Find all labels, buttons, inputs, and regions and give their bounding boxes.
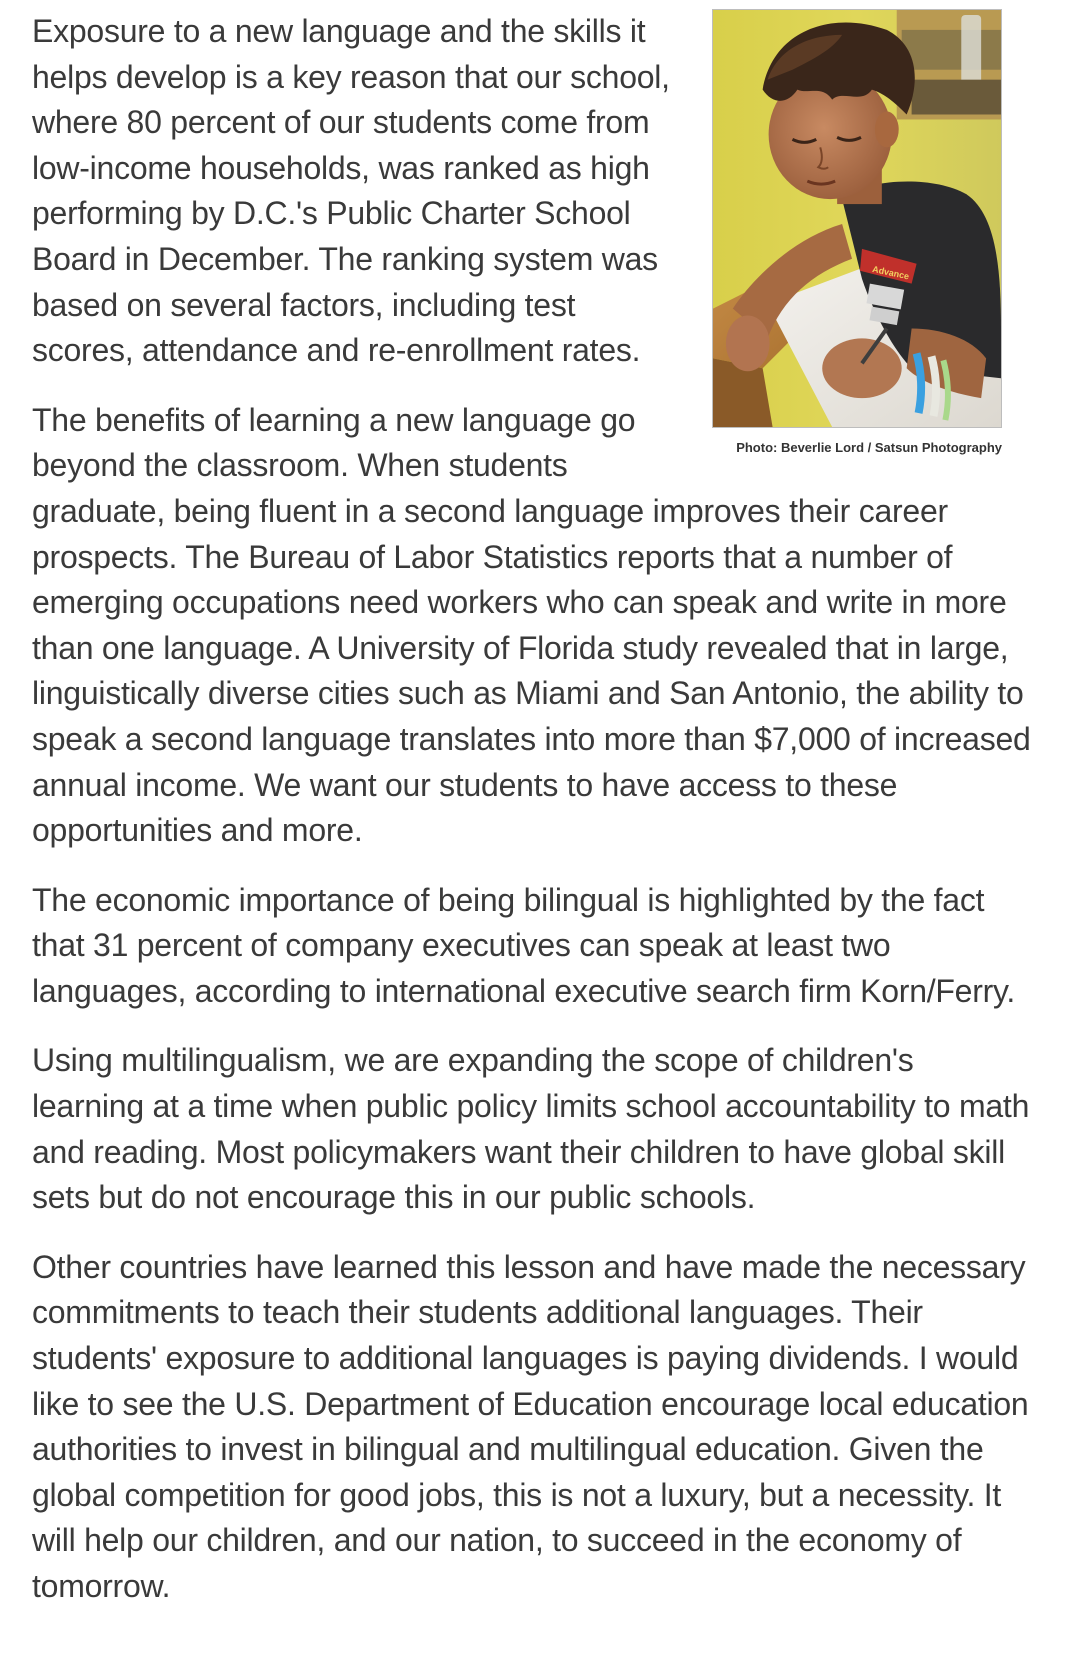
article-paragraph-5: Other countries have learned this lesson and have made the necessary commitments to teach their students additional languages. Their students' exposure to additional languages is paying dividends. I would like to see the U.S. Department of Education encourage local education authorities to invest in bilingual and multilingual education. Given the global competition for good jobs, this is not a luxury, but a necessity. It will help our children, and our nation, to succeed in the economy of tomorrow. [32,1248,1029,1604]
article-figure [712,9,1002,463]
article-paragraph-4: Using multilingualism, we are expanding the scope of children's learning at a time when public policy limits school accountability to math and reading. Most policymakers want their children to have global skill sets but do not encourage this in our public schools. [32,1042,1030,1216]
photo-credit-caption: Photo: Beverlie Lord / Satsun Photography [736,440,1002,455]
article-paragraph-3: The economic importance of being bilingual is highlighted by the fact that 31 percent of company executives can speak at least two languages, according to international executive search firm Korn/Ferry. [32,881,1016,1009]
student-writing-photo [712,9,1002,428]
article-paragraph-2: The benefits of learning a new language go beyond the classroom. When students graduate, being fluent in a second language improves their career prospects. The Bureau of Labor Statistics reports that a number of emerging occupations need workers who can speak and write in more than one language. A University of Florida study revealed that in large, linguistically diverse cities such as Miami and San Antonio, the ability to speak a second language translates into more than $7,000 of increased annual income. We want our students to have access to these opportunities and more. [32,401,1031,849]
article-body [32,0,1032,1610]
article-paragraph-1: Exposure to a new language and the skills it helps develop is a key reason that our school, where 80 percent of our students come from low-income households, was ranked as high performing by D.C.'s Public Charter School Board in December. The ranking system was based on several factors, including test scores, attendance and re-enrollment rates. [32,13,670,369]
svg-text:Advance: Advance [871,263,910,282]
